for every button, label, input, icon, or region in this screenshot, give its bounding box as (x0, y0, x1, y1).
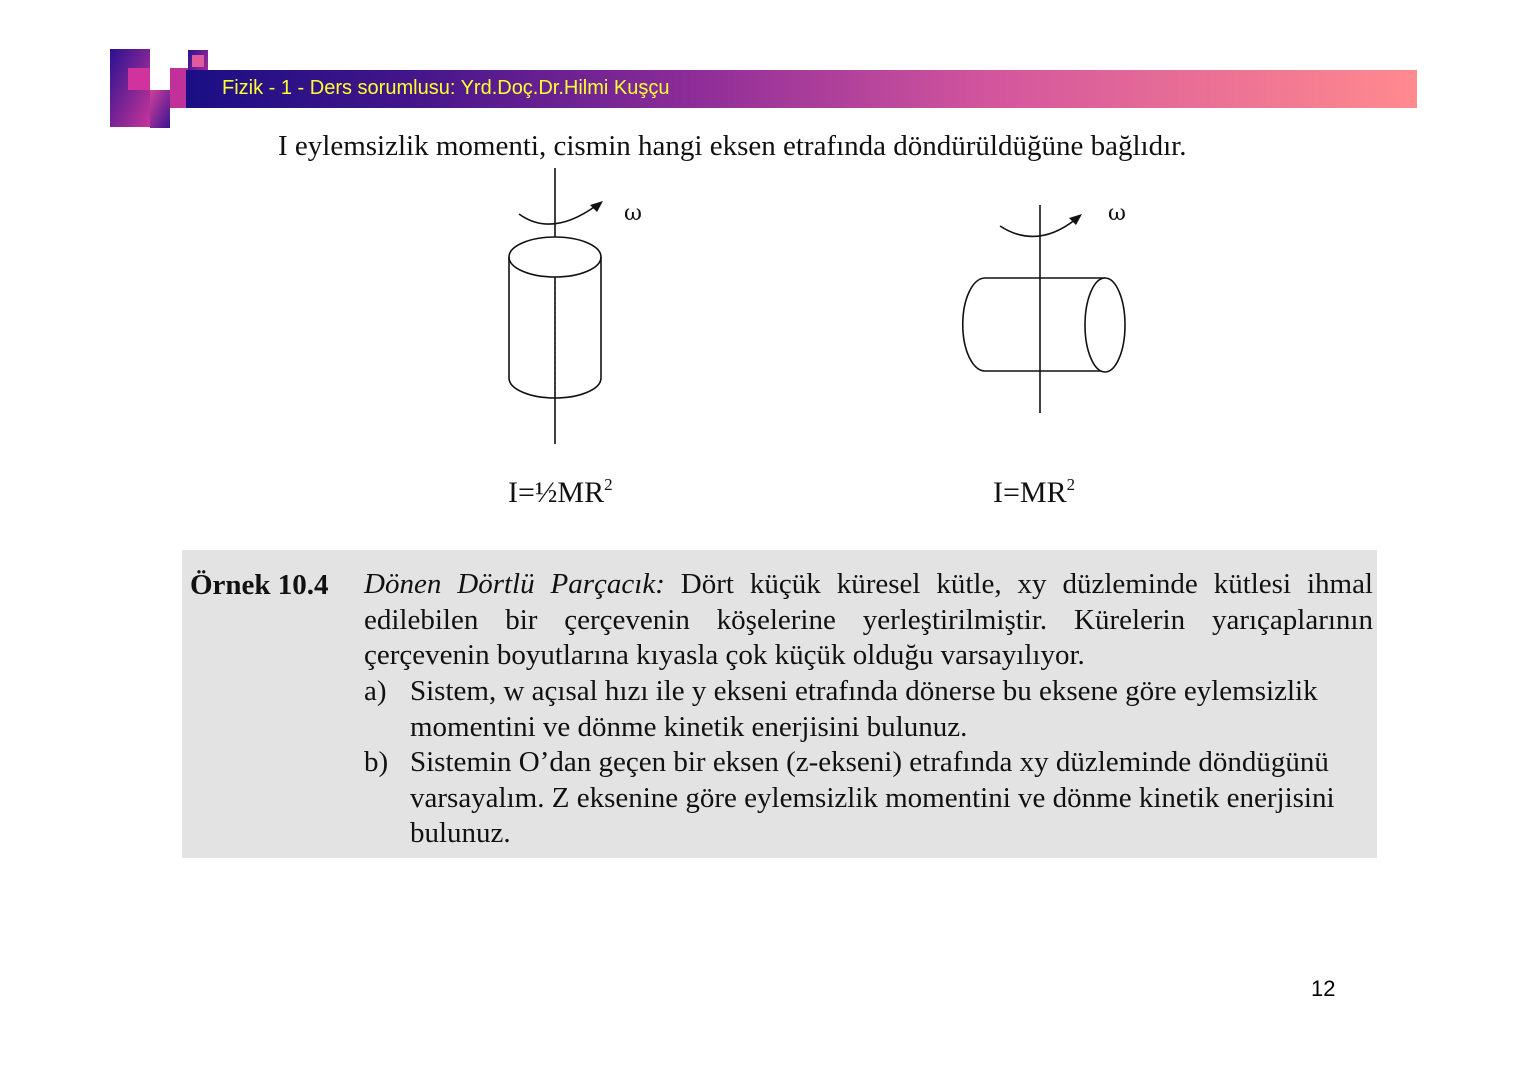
intro-text: I eylemsizlik momenti, cismin hangi eksen etrafında döndürüldüğüne bağlıdır. (278, 130, 1187, 162)
formula-right-main: I=MR (993, 476, 1067, 509)
horizontal-cylinder-figure (963, 205, 1125, 413)
example-item-b-text: Sistemin O’dan geçen bir eksen (z-ekseni) etrafında xy düzleminde döndügünü varsayalım. Z eksenine göre eylemsizlik momentini ve dönme kinetik enerjisini bulunuz. (410, 746, 1335, 849)
formula-vertical-cylinder (508, 467, 613, 511)
formula-left-main: I=½MR (508, 476, 605, 509)
formula-right-exponent: 2 (1066, 475, 1076, 494)
example-intro-text: Dört küçük küresel kütle, xy düzleminde kütlesi ihmal edilebilen bir çerçevenin köşelerine yerleştirilmiştir. Kürelerin yarıçaplarının çerçevenin boyutlarına kıyasla çok küçük olduğu varsayılıyor. (364, 568, 1373, 671)
page-number: 12 (1311, 976, 1336, 1001)
omega-label-left: ω (624, 201, 642, 226)
cylinder-figures (0, 0, 1527, 470)
example-item-a-text: Sistem, w açısal hızı ile y ekseni etrafında dönerse bu eksene göre eylemsizlik momentini ve dönme kinetik enerjisini bulunuz. (410, 675, 1318, 743)
formula-horizontal-cylinder (993, 467, 1075, 511)
formula-left-exponent: 2 (604, 475, 613, 494)
example-item-b-mark: b) (364, 746, 389, 778)
header-title: Fizik - 1 - Ders sorumlusu: Yrd.Doç.Dr.Hilmi Kuşçu (222, 77, 670, 99)
vertical-cylinder-figure (509, 168, 603, 444)
example-intro (364, 567, 1373, 674)
example-item-a-mark: a) (364, 675, 387, 707)
example-title: Dönen Dörtlü Parçacık: (364, 568, 665, 600)
omega-label-right: ω (1108, 201, 1126, 226)
example-label: Örnek 10.4 (190, 569, 329, 601)
